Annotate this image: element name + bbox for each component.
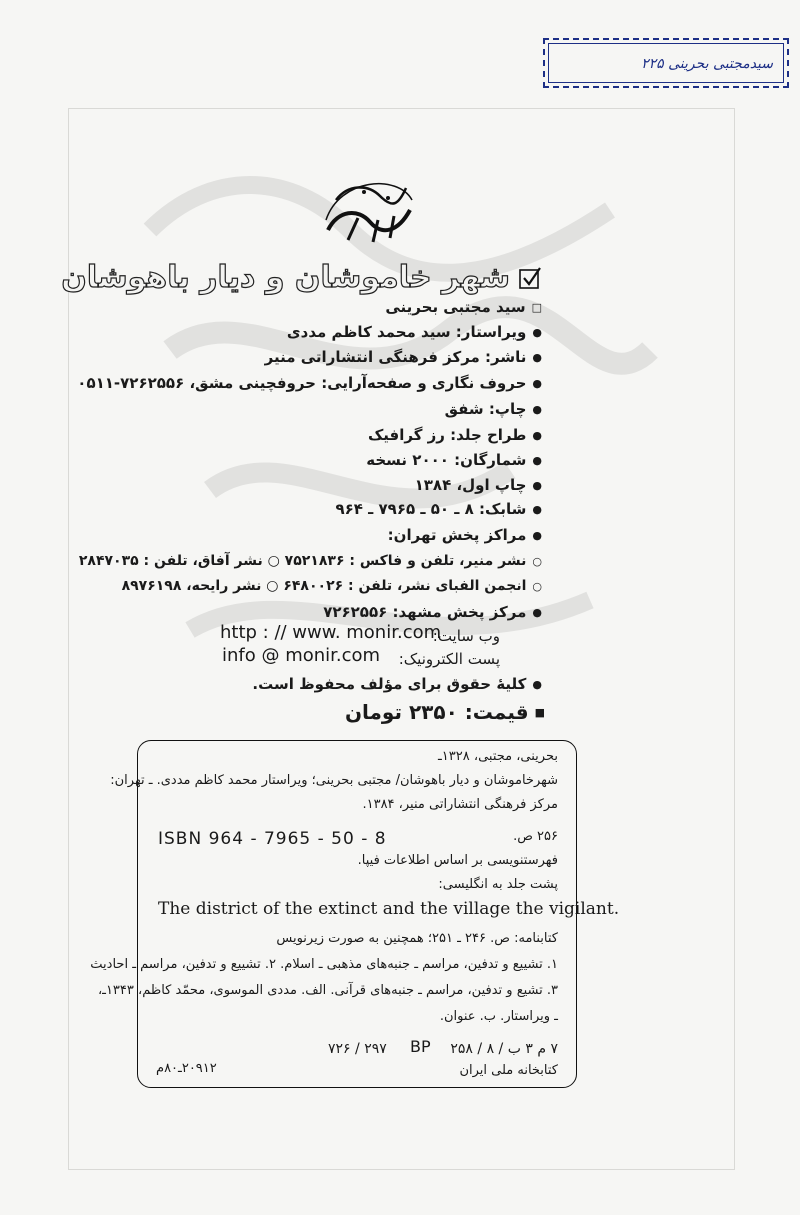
publisher-logo xyxy=(318,170,418,250)
center2-line xyxy=(122,578,542,594)
cip-subjects-3: ـ ویراستار. ب. عنوان. xyxy=(439,1009,558,1024)
book-title: شهر خاموشان و دیار باهوشان xyxy=(61,260,510,295)
cip-publisher: مرکز فرهنگی انتشاراتی منیر، ۱۳۸۴. xyxy=(362,797,558,812)
cip-subjects-2: ۳. تشیع و تدفین، مراسم ـ جنبه‌های قرآنی. الف. مددی الموسوی، محمّد کاظم، ۱۳۴۳ـ، xyxy=(97,983,558,998)
price-line xyxy=(345,700,545,724)
owner-stamp xyxy=(543,38,789,88)
cip-title: شهرخاموشان و دیار باهوشان/ مجتبی بحرینی؛ ویراستار محمد کاظم مددی. ـ تهران: xyxy=(110,773,558,788)
cip-author: بحرینی، مجتبی، ۱۳۲۸ـ xyxy=(437,749,558,764)
publisher: ناشر: مرکز فرهنگی انتشاراتی منیر xyxy=(264,348,527,366)
stamp-text: سیدمجتبی بحرینی ۲۲۵ xyxy=(548,43,784,83)
price: قیمت: ۲۳۵۰ تومان xyxy=(344,700,529,724)
typesetting: حروف نگاری و صفحه‌آرایی: حروفچینی مشق، ۷۲۶۲۵۵۶-۰۵۱۱ xyxy=(77,374,527,392)
author-line xyxy=(385,298,542,316)
tehran-centers: مراکز پخش تهران: xyxy=(387,526,527,544)
edition-line xyxy=(415,476,542,494)
checkbox-icon xyxy=(518,266,542,290)
cip-class-number: ۲۹۷ / ۷۲۶ xyxy=(328,1041,387,1057)
email-address: info @ monir.com xyxy=(222,645,381,666)
cip-box xyxy=(90,740,620,1088)
square-bullet-icon: □ xyxy=(531,300,542,314)
rights-line xyxy=(252,675,542,693)
rights: کلیهٔ حقوق برای مؤلف محفوظ است. xyxy=(252,675,527,693)
square-bullet-icon: ■ xyxy=(534,705,545,719)
bullet-icon: ● xyxy=(532,478,542,492)
cip-cover-note: پشت جلد به انگلیسی: xyxy=(438,877,558,892)
center1-line xyxy=(79,553,542,569)
cip-class-code: ۷ م ۳ ب / ۸ / ۲۵۸ xyxy=(450,1041,558,1057)
circle-bullet-icon: ○ xyxy=(532,579,542,593)
print: چاپ: شفق xyxy=(444,400,527,418)
editor: ویراستار: سید محمد کاظم مددی xyxy=(286,323,527,341)
bullet-icon: ● xyxy=(532,605,542,619)
cip-fipa: فهرستنویسی بر اساس اطلاعات فیپا. xyxy=(357,853,558,868)
website-label: وب سایت: xyxy=(432,627,500,645)
isbn-line xyxy=(335,500,542,518)
bullet-icon: ● xyxy=(532,453,542,467)
circle-bullet-icon: ○ xyxy=(532,554,542,568)
bullet-icon: ● xyxy=(532,677,542,691)
title-row xyxy=(61,260,542,295)
bullet-icon: ● xyxy=(532,402,542,416)
bullet-icon: ● xyxy=(532,325,542,339)
isbn: شابک: ۸ ـ ۵۰ ـ ۷۹۶۵ ـ ۹۶۴ xyxy=(335,500,527,518)
bullet-icon: ● xyxy=(532,376,542,390)
cip-english-title: The district of the extinct and the village the vigilant. xyxy=(158,899,620,919)
center1: نشر منیر، تلفن و فاکس : ۷۵۲۱۸۳۶ ○ نشر آفاق، تلفن : ۲۸۴۷۰۳۵ xyxy=(78,553,527,569)
bullet-icon: ● xyxy=(532,428,542,442)
cip-pages: ۲۵۶ ص. xyxy=(513,829,558,844)
publisher-line xyxy=(265,348,542,366)
center2: انجمن الفبای نشر، تلفن : ۶۴۸۰۰۲۶ ○ نشر رایحه، ۸۹۷۶۱۹۸ xyxy=(121,578,527,594)
cip-library-number: ۲۰۹۱۲ـ۸۰م xyxy=(156,1061,217,1076)
mashhad-line xyxy=(323,603,542,621)
print-line xyxy=(445,400,542,418)
cip-library: کتابخانه ملی ایران xyxy=(459,1063,558,1078)
cover-designer: طراح جلد: رز گرافیک xyxy=(367,426,527,444)
cip-bibliography: کتابنامه: ص. ۲۴۶ ـ ۲۵۱؛ همچنین به صورت زیرنویس xyxy=(276,931,558,946)
cip-isbn: ISBN 964 - 7965 - 50 - 8 xyxy=(158,829,387,849)
cover-line xyxy=(368,426,542,444)
author: سید مجتبی بحرینی xyxy=(385,298,526,316)
copies-line xyxy=(366,451,542,469)
website-url: http : // www. monir.com xyxy=(220,622,442,643)
editor-line xyxy=(287,323,542,341)
email-label: پست الکترونیک: xyxy=(398,650,500,668)
typesetting-line xyxy=(77,374,542,392)
cip-class-bp: BP xyxy=(410,1037,431,1056)
bullet-icon: ● xyxy=(532,528,542,542)
edition: چاپ اول، ۱۳۸۴ xyxy=(414,476,527,494)
tehran-centers-line xyxy=(388,526,542,544)
copies: شمارگان: ۲۰۰۰ نسخه xyxy=(366,451,527,469)
bullet-icon: ● xyxy=(532,350,542,364)
cip-subjects-1: ۱. تشییع و تدفین، مراسم ـ جنبه‌های مذهبی ـ اسلام. ۲. تشییع و تدفین، مراسم ـ احادیث xyxy=(90,957,558,972)
bullet-icon: ● xyxy=(532,502,542,516)
mashhad-center: مرکز پخش مشهد: ۷۲۶۲۵۵۶ xyxy=(323,603,527,621)
